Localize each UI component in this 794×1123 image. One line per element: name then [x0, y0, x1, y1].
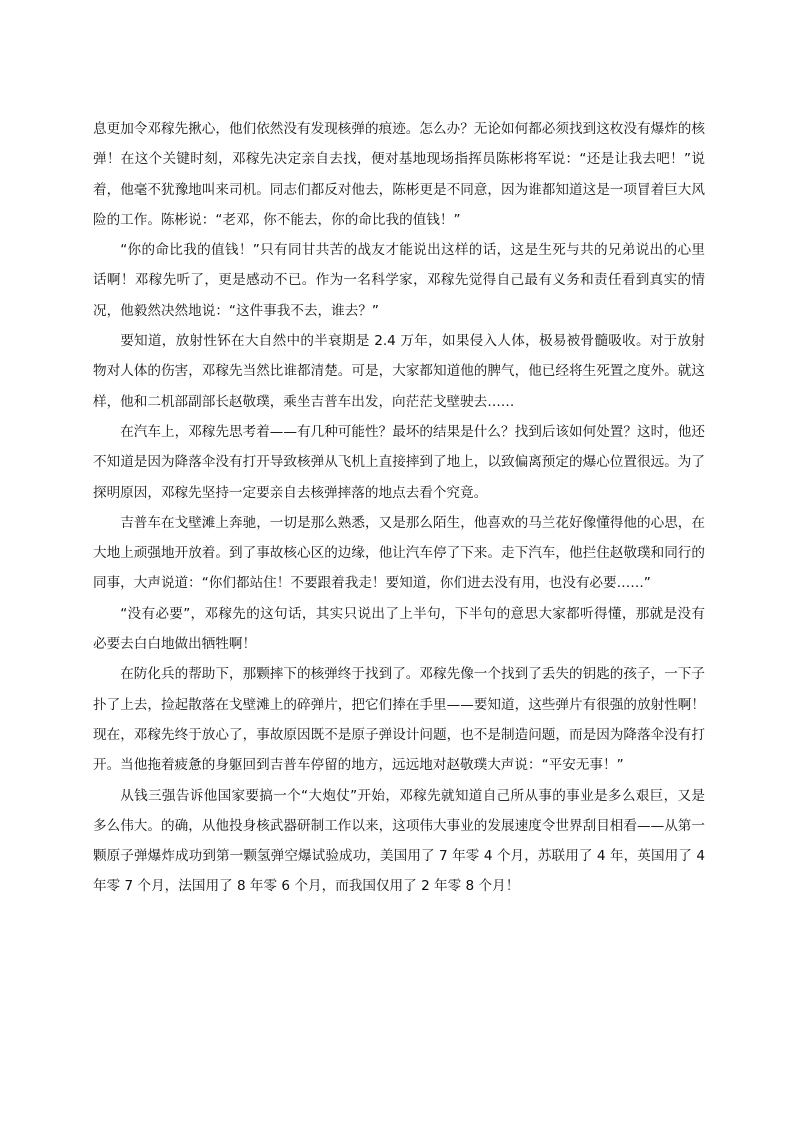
paragraph-8: 从钱三强告诉他国家要搞一个“大炮仗”开始，邓稼先就知道自己所从事的事业是多么艰巨，又是多么伟大。的确，从他投身核武器研制工作以来，这项伟大事业的发展速度令世界刮目相看——从第一颗原子弹爆炸成功到第一颗氢弹空爆试验成功，美国用了 7 年零 4 个月，苏联用了 4 年，英国用了 4 年零 7 个月，法国用了 8 年零 6 个月，而我国仅用了 2 年零 8 个月！ [93, 787, 705, 895]
paragraph-6: “没有必要”，邓稼先的这句话，其实只说出了上半句，下半句的意思大家都听得懂，那就是没有必要去白白地做出牺牲啊！ [93, 605, 705, 653]
paragraph-1: 息更加令邓稼先揪心，他们依然没有发现核弹的痕迹。怎么办？无论如何都必须找到这枚没有爆炸的核弹！在这个关键时刻，邓稼先决定亲自去找，便对基地现场指挥员陈彬将军说：“还是让我去吧！”说着，他毫不犹豫地叫来司机。同志们都反对他去，陈彬更是不同意，因为谁都知道这是一项冒着巨大风险的工作。陈彬说：“老邓，你不能去，你的命比我的值钱！” [93, 121, 705, 228]
document-page [93, 114, 705, 902]
paragraph-4: 在汽车上，邓稼先思考着——有几种可能性？最坏的结果是什么？找到后该如何处置？这时，他还不知道是因为降落伞没有打开导致核弹从飞机上直接摔到了地上，以致偏离预定的爆心位置很远。为了探明原因，邓稼先坚持一定要亲自去核弹摔落的地点去看个究竟。 [93, 423, 705, 501]
paragraph-5: 吉普车在戈壁滩上奔驰，一切是那么熟悉，又是那么陌生，他喜欢的马兰花好像懂得他的心思，在大地上顽强地开放着。到了事故核心区的边缘，他让汽车停了下来。走下汽车，他拦住赵敬璞和同行的同事，大声说道：“你们都站住！不要跟着我走！要知道，你们进去没有用，也没有必要……” [93, 514, 705, 592]
paragraph-2: “你的命比我的值钱！”只有同甘共苦的战友才能说出这样的话，这是生死与共的兄弟说出的心里话啊！邓稼先听了，更是感动不已。作为一名科学家，邓稼先觉得自己最有义务和责任看到真实的情况，他毅然决然地说：“这件事我不去，谁去？” [93, 242, 705, 319]
paragraph-7: 在防化兵的帮助下，那颗摔下的核弹终于找到了。邓稼先像一个找到了丢失的钥匙的孩子，一下子扑了上去，捡起散落在戈壁滩上的碎弹片，把它们捧在手里——要知道，这些弹片有很强的放射性啊！现在，邓稼先终于放心了，事故原因既不是原子弹设计问题，也不是制造问题，而是因为降落伞没有打开。当他拖着疲惫的身躯回到吉普车停留的地方，远远地对赵敬璞大声说：“平安无事！” [93, 666, 705, 774]
paragraph-3: 要知道，放射性钚在大自然中的半衰期是 2.4 万年，如果侵入人体，极易被骨髓吸收。对于放射物对人体的伤害，邓稼先当然比谁都清楚。可是，大家都知道他的脾气，他已经将生死置之度外。就这样，他和二机部副部长赵敬璞，乘坐吉普车出发，向茫茫戈壁驶去…… [93, 333, 705, 410]
